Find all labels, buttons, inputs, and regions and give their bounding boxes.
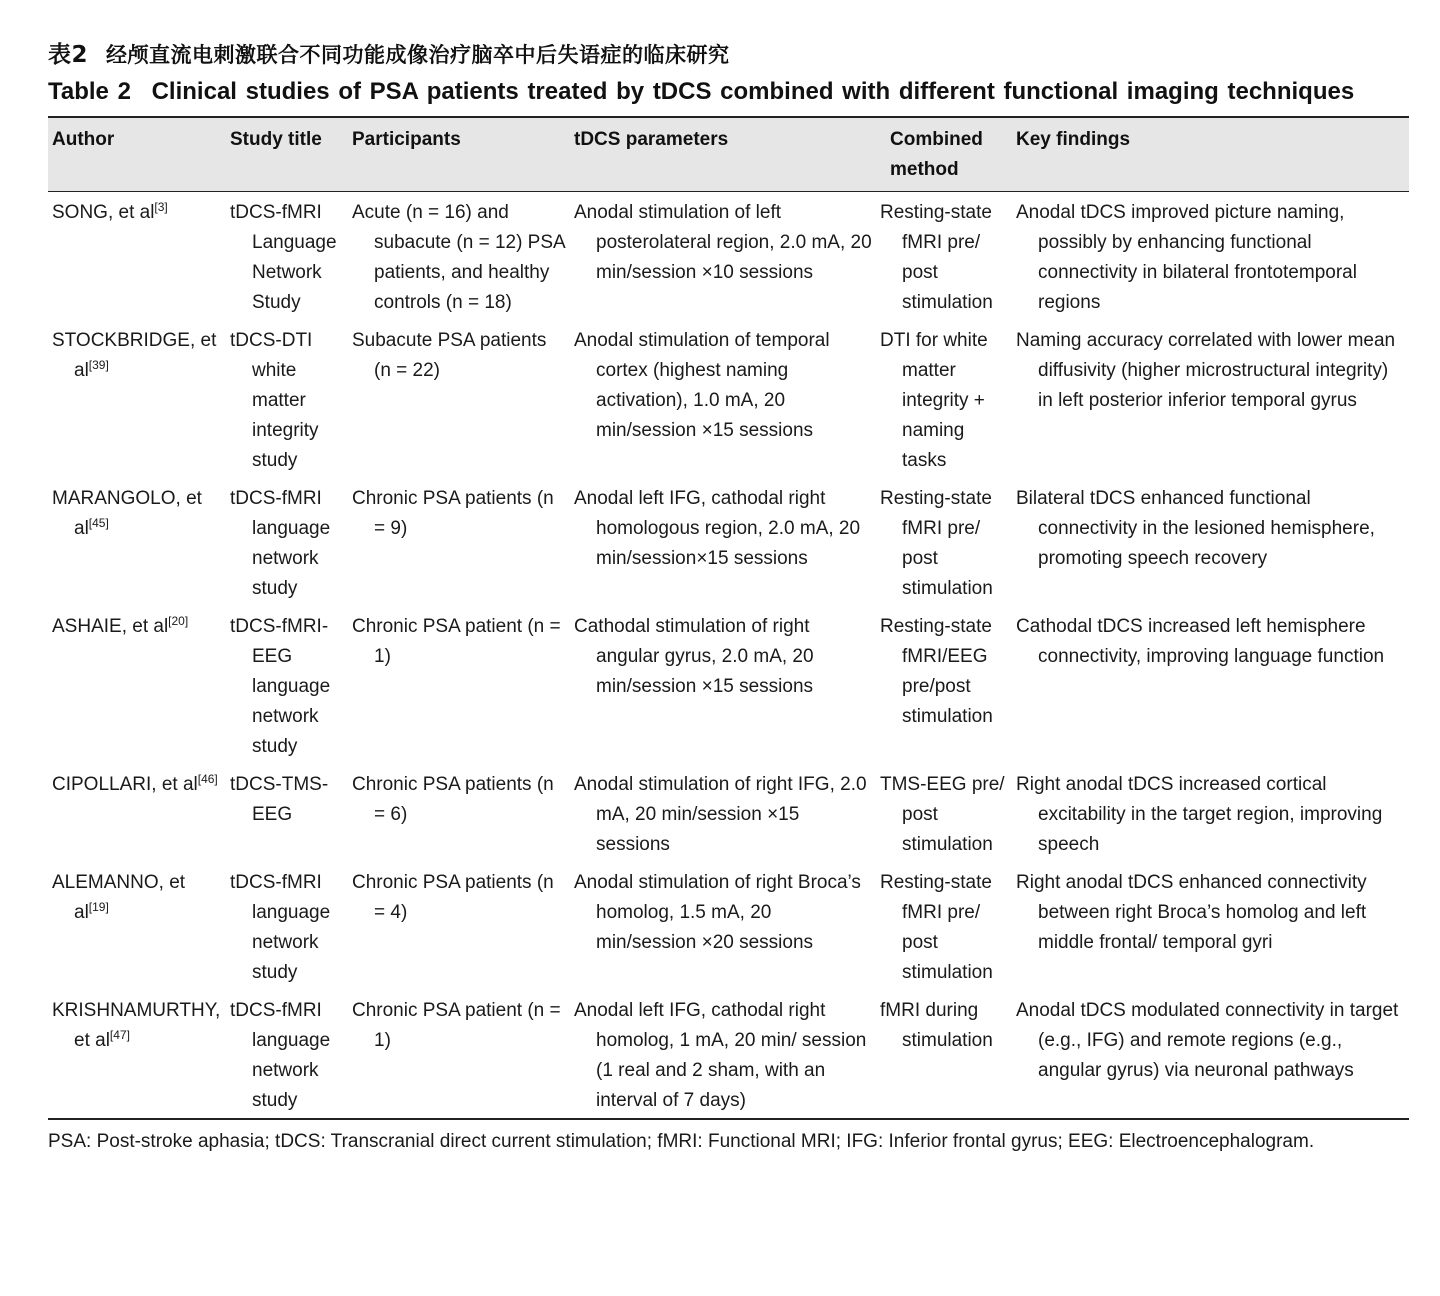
tdcs-parameters-text: Anodal left IFG, cathodal right homolog, 1 mA, 20 min/ session (1 real and 2 sham, with an interval of 7 days) — [574, 1000, 867, 1111]
table-title-english — [48, 76, 1409, 107]
key-findings-text: Cathodal tDCS increased left hemisphere connectivity, improving language function — [1016, 616, 1385, 667]
cell-line: tDCS-TMS- — [230, 774, 329, 795]
combined-method-text — [880, 996, 1008, 1056]
table-row — [48, 192, 1409, 321]
combined-method-text — [880, 326, 1008, 476]
key-findings-text: Right anodal tDCS enhanced connectivity between right Broca’s homolog and left middle frontal/ temporal gyri — [1016, 872, 1367, 953]
cell-author — [48, 990, 226, 1119]
cell-line: pre/post — [902, 676, 971, 697]
cell-line: stimulation — [902, 834, 993, 855]
study-title-text — [230, 996, 344, 1116]
author-reference: [39] — [88, 358, 109, 372]
cell-line: Resting-state — [880, 616, 992, 637]
author-name: ASHAIE, et al — [52, 616, 169, 637]
cell-line: fMRI during — [880, 1000, 979, 1021]
cell-combined-method — [876, 320, 1012, 478]
cell-line: fMRI pre/ — [902, 902, 981, 923]
cell-combined-method — [876, 192, 1012, 321]
cell-combined-method — [876, 606, 1012, 764]
author-name: ALEMANNO, et al — [52, 872, 186, 923]
tdcs-parameters-text: Anodal stimulation of temporal cortex (highest naming activation), 1.0 mA, 20 min/session ×15 sessions — [574, 330, 830, 441]
cell-line: post — [902, 262, 938, 283]
cell-key-findings — [1012, 862, 1409, 990]
cell-line: tDCS-fMRI — [230, 1000, 322, 1021]
cell-line: fMRI pre/ — [902, 518, 981, 539]
cell-line: language — [252, 518, 331, 539]
table-header-row — [48, 117, 1409, 192]
key-findings-text: Anodal tDCS improved picture naming, possibly by enhancing functional connectivity in bilateral frontotemporal regions — [1016, 202, 1357, 313]
author-name: MARANGOLO, et al — [52, 488, 202, 539]
participants-text: Acute (n = 16) and subacute (n = 12) PSA patients, and healthy controls (n = 18) — [352, 202, 565, 313]
header-tdcs-parameters: tDCS parameters — [570, 117, 876, 192]
cell-tdcs-parameters — [570, 862, 876, 990]
tdcs-parameters-text: Anodal stimulation of right Broca’s homolog, 1.5 mA, 20 min/session ×20 sessions — [574, 872, 861, 953]
table-footnote: PSA: Post-stroke aphasia; tDCS: Transcranial direct current stimulation; fMRI: Functional MRI; IFG: Inferior frontal gyrus; EEG: Electroencephalogram. — [48, 1131, 1315, 1152]
author-reference: [19] — [88, 900, 109, 914]
cell-key-findings — [1012, 478, 1409, 606]
cell-line: stimulation — [902, 1030, 993, 1051]
cell-tdcs-parameters — [570, 606, 876, 764]
cell-combined-method — [876, 478, 1012, 606]
header-participants: Participants — [348, 117, 570, 192]
cell-line: post — [902, 804, 938, 825]
tdcs-parameters-text: Anodal stimulation of right IFG, 2.0 mA, 20 min/session ×15 sessions — [574, 774, 867, 855]
cell-line: integrity + — [902, 390, 985, 411]
cell-study-title — [226, 478, 348, 606]
cell-line: study — [252, 736, 298, 757]
combined-method-text — [880, 198, 1008, 318]
author-reference: [45] — [88, 516, 109, 530]
cell-line: matter — [902, 360, 956, 381]
cell-tdcs-parameters — [570, 320, 876, 478]
cell-key-findings — [1012, 320, 1409, 478]
cell-line: tDCS-fMRI — [230, 202, 322, 223]
cell-line: integrity — [252, 420, 319, 441]
author-name: STOCKBRIDGE, et al — [52, 330, 217, 381]
key-findings-text: Naming accuracy correlated with lower mean diffusivity (higher microstructural integrity) in left posterior inferior temporal gyrus — [1016, 330, 1396, 411]
study-title-text — [230, 326, 344, 476]
key-findings-text: Right anodal tDCS increased cortical excitability in the target region, improving speech — [1016, 774, 1383, 855]
header-study-title: Study title — [226, 117, 348, 192]
cell-line: network — [252, 1060, 319, 1081]
cell-study-title — [226, 764, 348, 862]
cell-author — [48, 320, 226, 478]
cell-line: stimulation — [902, 292, 993, 313]
table-row — [48, 862, 1409, 990]
cell-line: study — [252, 578, 298, 599]
cell-combined-method — [876, 990, 1012, 1119]
participants-text: Subacute PSA patients (n = 22) — [352, 330, 547, 381]
cell-line: fMRI/EEG — [902, 646, 988, 667]
cell-line: study — [252, 450, 298, 471]
header-key-findings: Key findings — [1012, 117, 1409, 192]
cell-line: tasks — [902, 450, 947, 471]
cell-line: Resting-state — [880, 202, 992, 223]
key-findings-text: Bilateral tDCS enhanced functional connectivity in the lesioned hemisphere, promoting speech recovery — [1016, 488, 1375, 569]
cell-line: Language — [252, 232, 337, 253]
cell-line: DTI for white — [880, 330, 988, 351]
cell-line: study — [252, 962, 298, 983]
author-reference: [20] — [168, 614, 189, 628]
cell-author — [48, 862, 226, 990]
combined-method-text — [880, 612, 1008, 732]
study-title-text — [230, 612, 344, 762]
cell-line: language — [252, 1030, 331, 1051]
cell-tdcs-parameters — [570, 990, 876, 1119]
table-title-chinese — [48, 40, 1409, 70]
tdcs-parameters-text: Anodal left IFG, cathodal right homologous region, 2.0 mA, 20 min/session×15 sessions — [574, 488, 861, 569]
combined-method-text — [880, 484, 1008, 604]
cell-line: study — [252, 1090, 298, 1111]
table-body — [48, 192, 1409, 1120]
cell-line: matter — [252, 390, 306, 411]
tdcs-parameters-text: Cathodal stimulation of right angular gyrus, 2.0 mA, 20 min/session ×15 sessions — [574, 616, 814, 697]
cell-combined-method — [876, 862, 1012, 990]
table-row — [48, 478, 1409, 606]
header-combined-method: Combined method — [876, 117, 1012, 192]
study-title-text — [230, 868, 344, 988]
cell-line: stimulation — [902, 578, 993, 599]
study-title-text — [230, 198, 344, 318]
cell-participants — [348, 192, 570, 321]
table-row — [48, 764, 1409, 862]
cell-participants — [348, 764, 570, 862]
table-number-chinese: 表2 — [48, 42, 89, 68]
cell-line: EEG — [252, 646, 293, 667]
key-findings-text: Anodal tDCS modulated connectivity in target (e.g., IFG) and remote regions (e.g., angular gyrus) via neuronal pathways — [1016, 1000, 1399, 1081]
author-name: KRISHNAMURTHY, et al — [52, 1000, 221, 1051]
header-author: Author — [48, 117, 226, 192]
cell-line: EEG — [252, 804, 293, 825]
cell-tdcs-parameters — [570, 764, 876, 862]
cell-participants — [348, 606, 570, 764]
participants-text: Chronic PSA patients (n = 9) — [352, 488, 554, 539]
participants-text: Chronic PSA patient (n = 1) — [352, 1000, 561, 1051]
cell-tdcs-parameters — [570, 478, 876, 606]
tdcs-parameters-text: Anodal stimulation of left posterolateral region, 2.0 mA, 20 min/session ×10 sessions — [574, 202, 872, 283]
author-reference: [47] — [109, 1028, 130, 1042]
cell-line: tDCS-DTI — [230, 330, 313, 351]
cell-line: stimulation — [902, 962, 993, 983]
cell-tdcs-parameters — [570, 192, 876, 321]
table-row — [48, 606, 1409, 764]
cell-line: post — [902, 932, 938, 953]
cell-line: tDCS-fMRI- — [230, 616, 329, 637]
study-title-text — [230, 484, 344, 604]
cell-line: Study — [252, 292, 301, 313]
cell-study-title — [226, 192, 348, 321]
cell-study-title — [226, 320, 348, 478]
cell-study-title — [226, 606, 348, 764]
table-row — [48, 990, 1409, 1119]
cell-author — [48, 606, 226, 764]
cell-study-title — [226, 862, 348, 990]
cell-participants — [348, 478, 570, 606]
document-page — [48, 40, 1409, 1156]
cell-line: network — [252, 548, 319, 569]
cell-line: language — [252, 676, 331, 697]
cell-key-findings — [1012, 764, 1409, 862]
cell-line: language — [252, 902, 331, 923]
author-reference: [3] — [154, 200, 168, 214]
cell-line: Network — [252, 262, 322, 283]
table-row — [48, 320, 1409, 478]
clinical-studies-table — [48, 116, 1409, 1120]
cell-participants — [348, 862, 570, 990]
study-title-text — [230, 770, 344, 830]
participants-text: Chronic PSA patients (n = 6) — [352, 774, 554, 825]
table-title-english-text: Clinical studies of PSA patients treated by tDCS combined with different functional imaging techniques — [151, 78, 1355, 105]
cell-line: tDCS-fMRI — [230, 872, 322, 893]
cell-line: Resting-state — [880, 872, 992, 893]
cell-author — [48, 478, 226, 606]
cell-key-findings — [1012, 606, 1409, 764]
cell-author — [48, 764, 226, 862]
author-name: SONG, et al — [52, 202, 155, 223]
author-reference: [46] — [197, 772, 218, 786]
cell-line: network — [252, 932, 319, 953]
cell-line: stimulation — [902, 706, 993, 727]
cell-participants — [348, 990, 570, 1119]
author-name: CIPOLLARI, et al — [52, 774, 198, 795]
table-title-chinese-text: 经颅直流电刺激联合不同功能成像治疗脑卒中后失语症的临床研究 — [106, 43, 730, 67]
cell-line: network — [252, 706, 319, 727]
combined-method-text — [880, 770, 1008, 860]
table-number-english: Table 2 — [48, 78, 131, 105]
cell-line: post — [902, 548, 938, 569]
cell-combined-method — [876, 764, 1012, 862]
combined-method-text — [880, 868, 1008, 988]
cell-key-findings — [1012, 192, 1409, 321]
cell-study-title — [226, 990, 348, 1119]
cell-line: Resting-state — [880, 488, 992, 509]
cell-line: naming — [902, 420, 965, 441]
cell-participants — [348, 320, 570, 478]
cell-key-findings — [1012, 990, 1409, 1119]
participants-text: Chronic PSA patients (n = 4) — [352, 872, 554, 923]
participants-text: Chronic PSA patient (n = 1) — [352, 616, 561, 667]
cell-line: white — [252, 360, 297, 381]
cell-author — [48, 192, 226, 321]
cell-line: fMRI pre/ — [902, 232, 981, 253]
cell-line: TMS-EEG pre/ — [880, 774, 1005, 795]
cell-line: tDCS-fMRI — [230, 488, 322, 509]
